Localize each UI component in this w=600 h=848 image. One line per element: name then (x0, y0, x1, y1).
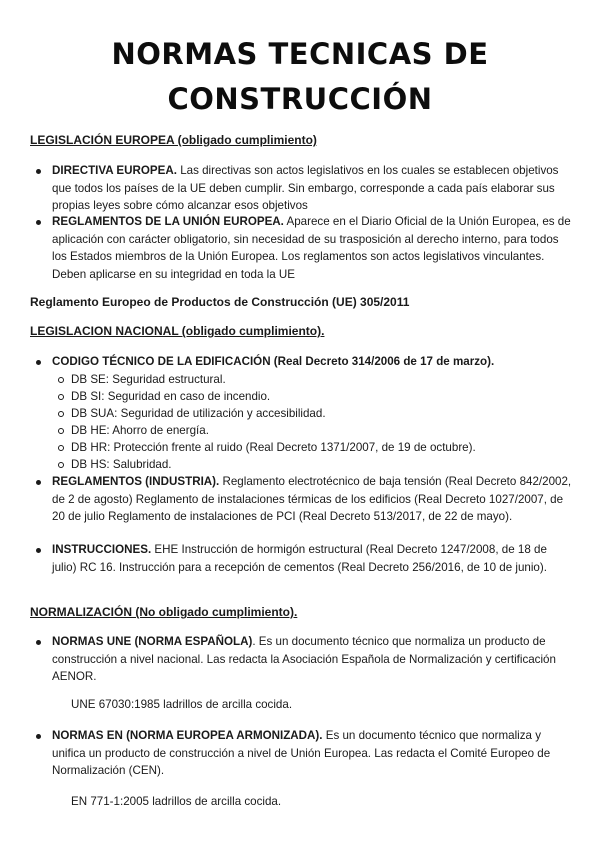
cte-doc-item: DB SE: Seguridad estructural. (71, 371, 226, 388)
bullet-reglamentos-ue (52, 213, 574, 283)
bullet-text: Aparece en el Diario Oficial de la Unión Europea, es de aplicación con carácter obligatorio, sin necesidad de su trasposición al derecho interno, para todos los Estados miembros de la Unión Europea. Los reglamentos son actos legislativos vinculantes. Deben aplicarse en su integridad en toda la UE (52, 215, 571, 281)
circle-bullet-icon (58, 445, 64, 451)
bullet-normas-en (52, 727, 574, 780)
bullet-term: DIRECTIVA EUROPEA. (52, 164, 177, 177)
bullet-normas-une (52, 633, 574, 686)
bullet-term: REGLAMENTOS (INDUSTRIA). (52, 475, 220, 488)
en-example: EN 771-1:2005 ladrillos de arcilla cocida. (71, 795, 282, 808)
circle-bullet-icon (58, 428, 64, 434)
page-title (0, 32, 600, 122)
bullet-dot (36, 480, 41, 485)
circle-bullet-icon (58, 377, 64, 383)
bullet-cte (52, 353, 574, 371)
bullet-text: EHE Instrucción de hormigón estructural (Real Decreto 1247/2008, de 18 de julio) RC 16. Instrucción para a recepción de cementos (Real Decreto 256/2016, de 10 de junio). (52, 543, 547, 574)
cte-doc-item: DB HS: Salubridad. (71, 456, 172, 473)
bullet-text: Es un documento técnico que normaliza y unifica un producto de construcción a nivel de Unión Europea. Las redacta el Comité Europeo de Normalización (CEN). (52, 729, 551, 777)
bullet-term: CODIGO TÉCNICO DE LA EDIFICACIÓN (Real Decreto 314/2006 de 17 de marzo). (52, 355, 495, 368)
bullet-directiva (52, 162, 574, 215)
bullet-dot (36, 169, 41, 174)
title-line-2: CONSTRUCCIÓN (167, 82, 433, 116)
bullet-reglamentos-industria (52, 473, 574, 526)
bullet-dot (36, 360, 41, 365)
bullet-instrucciones (52, 541, 574, 576)
bullet-dot (36, 548, 41, 553)
bullet-dot (36, 220, 41, 225)
bullet-term: REGLAMENTOS DE LA UNIÓN EUROPEA. (52, 215, 284, 228)
bullet-dot (36, 640, 41, 645)
regulation-line: Reglamento Europeo de Productos de Construcción (UE) 305/2011 (30, 295, 410, 309)
bullet-dot (36, 734, 41, 739)
cte-doc-item: DB HR: Protección frente al ruido (Real Decreto 1371/2007, de 19 de octubre). (71, 439, 476, 456)
une-example: UNE 67030:1985 ladrillos de arcilla cocida. (71, 698, 293, 711)
circle-bullet-icon (58, 462, 64, 468)
circle-bullet-icon (58, 411, 64, 417)
bullet-text: . Es un documento técnico que normaliza un producto de construcción a nivel nacional. Las redacta la Asociación Española de Normalización y certificación AENOR. (52, 635, 556, 683)
bullet-term: NORMAS UNE (NORMA ESPAÑOLA) (52, 635, 253, 648)
circle-bullet-icon (58, 394, 64, 400)
cte-doc-item: DB HE: Ahorro de energía. (71, 422, 209, 439)
section-heading-eu: LEGISLACIÓN EUROPEA (obligado cumplimiento) (30, 133, 317, 147)
cte-doc-item: DB SUA: Seguridad de utilización y accesibilidad. (71, 405, 326, 422)
bullet-term: INSTRUCCIONES. (52, 543, 152, 556)
title-line-1: NORMAS TECNICAS DE (111, 37, 489, 71)
bullet-term: NORMAS EN (NORMA EUROPEA ARMONIZADA). (52, 729, 323, 742)
section-heading-national: LEGISLACION NACIONAL (obligado cumplimiento). (30, 324, 325, 338)
bullet-text: Las directivas son actos legislativos en los cuales se establecen objetivos que todos los países de la UE deben cumplir. Sin embargo, corresponde a cada país elaborar sus propias leyes sobre cómo alcanzar esos objetivos (52, 164, 559, 212)
section-heading-normalizacion: NORMALIZACIÓN (No obligado cumplimiento). (30, 605, 298, 619)
cte-doc-item: DB SI: Seguridad en caso de incendio. (71, 388, 270, 405)
bullet-text: Reglamento electrotécnico de baja tensión (Real Decreto 842/2002, de 2 de agosto) Reglamento de instalaciones térmicas de los edificios (Real Decreto 1027/2007, de 20 de julio Reglamento de instalaciones de PCI (Real Decreto 513/2017, de 22 de mayo). (52, 475, 572, 523)
